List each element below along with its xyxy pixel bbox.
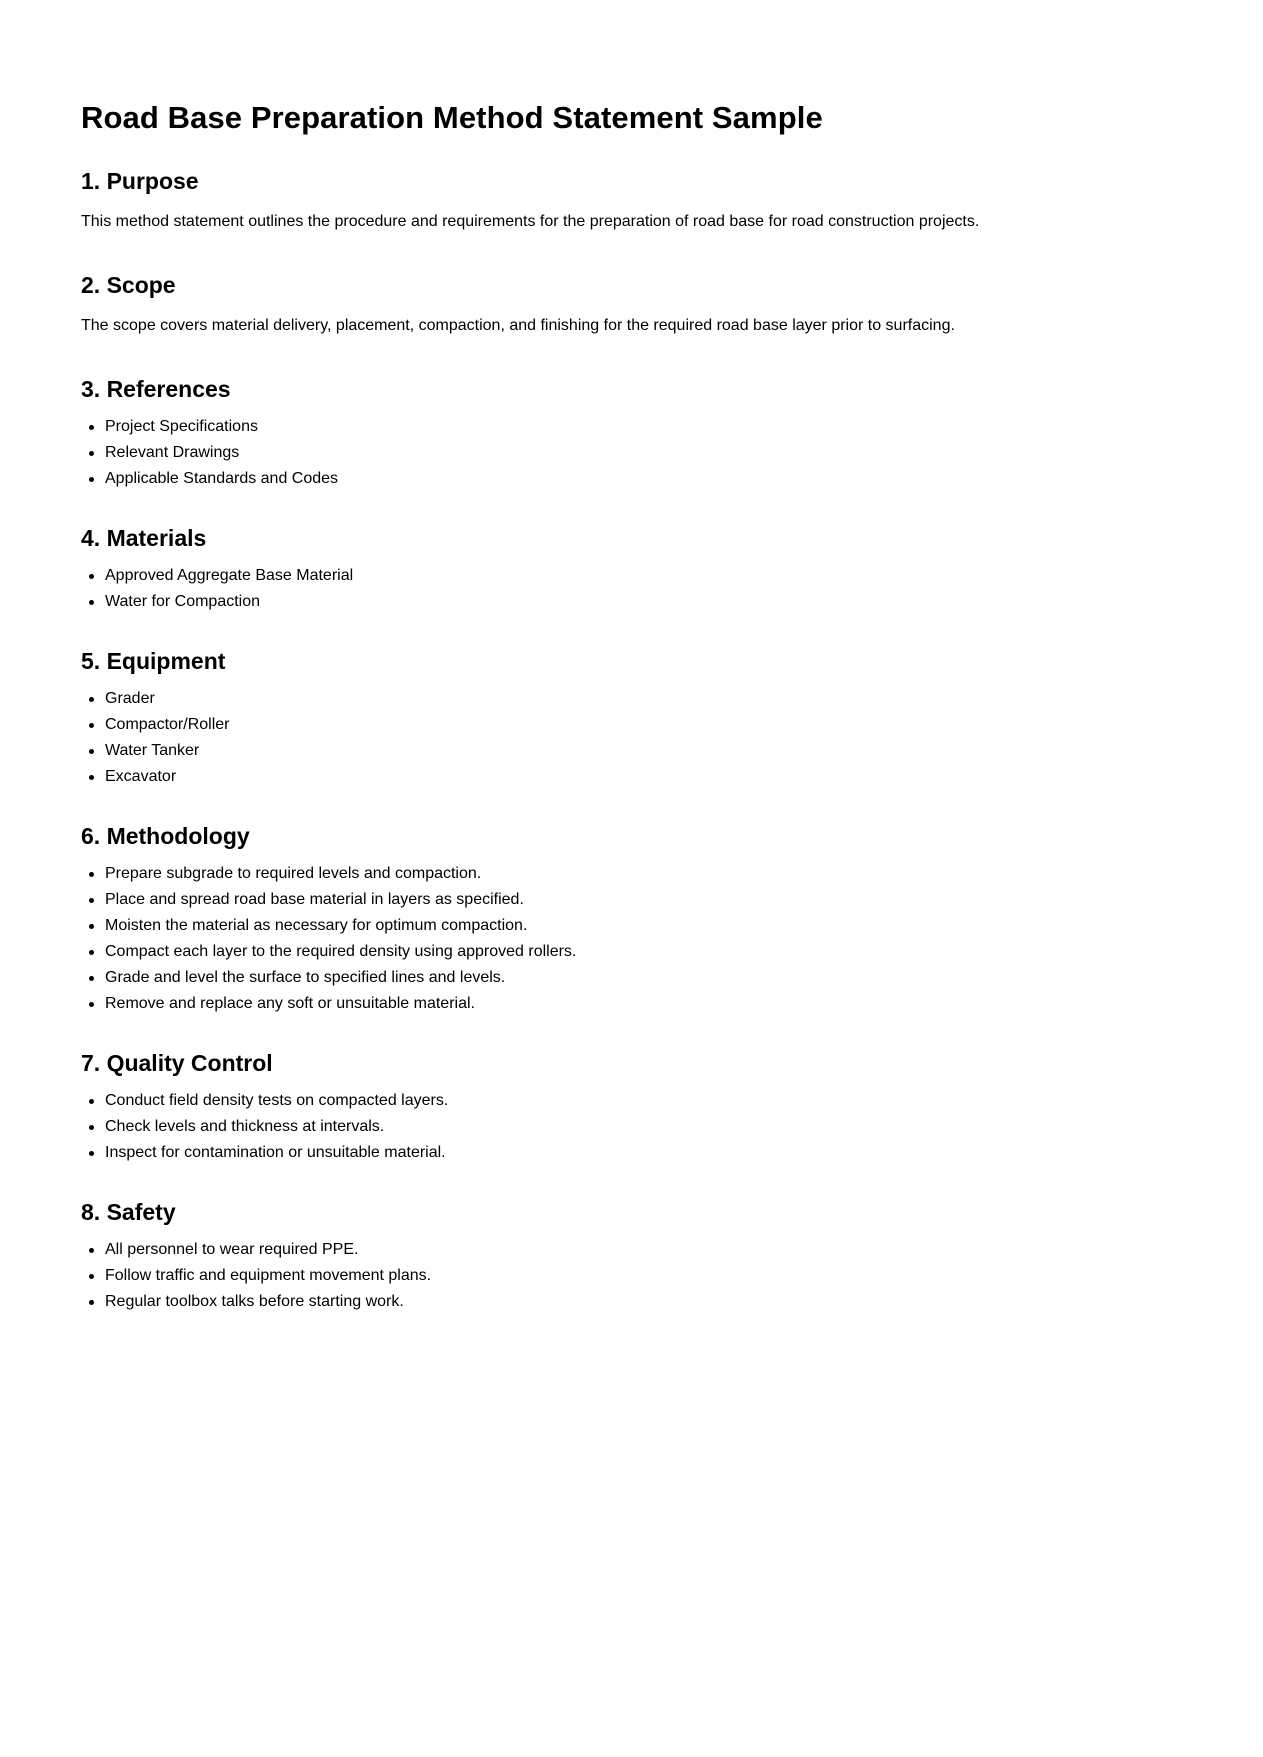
list-item: Compact each layer to the required density using approved rollers. bbox=[105, 939, 1181, 965]
bullet-icon bbox=[89, 574, 94, 579]
equipment-list bbox=[81, 686, 1181, 790]
bullet-icon bbox=[89, 697, 94, 702]
bullet-icon bbox=[89, 1300, 94, 1305]
section-methodology bbox=[81, 819, 1181, 1017]
bullet-icon bbox=[89, 1248, 94, 1253]
list-item: Remove and replace any soft or unsuitable material. bbox=[105, 991, 1181, 1017]
list-item: Place and spread road base material in layers as specified. bbox=[105, 887, 1181, 913]
section-heading: 2. Scope bbox=[81, 272, 176, 298]
bullet-icon bbox=[89, 1274, 94, 1279]
section-scope bbox=[81, 268, 1181, 339]
section-quality-control bbox=[81, 1046, 1181, 1166]
quality-control-list bbox=[81, 1088, 1181, 1166]
bullet-icon bbox=[89, 723, 94, 728]
bullet-icon bbox=[89, 1002, 94, 1007]
list-item: Project Specifications bbox=[105, 414, 1181, 440]
section-equipment bbox=[81, 644, 1181, 790]
bullet-icon bbox=[89, 451, 94, 456]
list-item: Compactor/Roller bbox=[105, 712, 1181, 738]
section-heading: 4. Materials bbox=[81, 525, 207, 551]
section-heading: 8. Safety bbox=[81, 1199, 176, 1225]
list-item: Relevant Drawings bbox=[105, 440, 1181, 466]
list-item: Check levels and thickness at intervals. bbox=[105, 1114, 1181, 1140]
bullet-icon bbox=[89, 775, 94, 780]
bullet-icon bbox=[89, 425, 94, 430]
bullet-icon bbox=[89, 950, 94, 955]
document-title: Road Base Preparation Method Statement Sample bbox=[81, 100, 823, 135]
list-item: Follow traffic and equipment movement plans. bbox=[105, 1263, 1181, 1289]
section-heading: 1. Purpose bbox=[81, 168, 199, 194]
materials-list bbox=[81, 563, 1181, 615]
safety-list bbox=[81, 1237, 1181, 1315]
section-references bbox=[81, 372, 1181, 492]
bullet-icon bbox=[89, 872, 94, 877]
bullet-icon bbox=[89, 1125, 94, 1130]
bullet-icon bbox=[89, 749, 94, 754]
section-heading: 7. Quality Control bbox=[81, 1050, 273, 1076]
bullet-icon bbox=[89, 477, 94, 482]
list-item: Inspect for contamination or unsuitable material. bbox=[105, 1140, 1181, 1166]
section-safety bbox=[81, 1195, 1181, 1315]
list-item: Regular toolbox talks before starting work. bbox=[105, 1289, 1181, 1315]
section-heading: 6. Methodology bbox=[81, 823, 250, 849]
methodology-list bbox=[81, 861, 1181, 1017]
list-item: Applicable Standards and Codes bbox=[105, 466, 1181, 492]
list-item: Grade and level the surface to specified lines and levels. bbox=[105, 965, 1181, 991]
section-heading: 3. References bbox=[81, 376, 231, 402]
bullet-icon bbox=[89, 898, 94, 903]
list-item: Water for Compaction bbox=[105, 589, 1181, 615]
document-page bbox=[81, 94, 1181, 1344]
section-text: The scope covers material delivery, placement, compaction, and finishing for the required road base layer prior to surfacing. bbox=[81, 317, 955, 334]
list-item: Conduct field density tests on compacted layers. bbox=[105, 1088, 1181, 1114]
bullet-icon bbox=[89, 1151, 94, 1156]
list-item: All personnel to wear required PPE. bbox=[105, 1237, 1181, 1263]
list-item: Water Tanker bbox=[105, 738, 1181, 764]
bullet-icon bbox=[89, 924, 94, 929]
section-materials bbox=[81, 521, 1181, 615]
list-item: Prepare subgrade to required levels and compaction. bbox=[105, 861, 1181, 887]
bullet-icon bbox=[89, 1099, 94, 1104]
bullet-icon bbox=[89, 976, 94, 981]
list-item: Excavator bbox=[105, 764, 1181, 790]
section-text: This method statement outlines the procedure and requirements for the preparation of road base for road construction projects. bbox=[81, 213, 980, 230]
references-list bbox=[81, 414, 1181, 492]
section-purpose bbox=[81, 164, 1181, 235]
list-item: Approved Aggregate Base Material bbox=[105, 563, 1181, 589]
bullet-icon bbox=[89, 600, 94, 605]
section-heading: 5. Equipment bbox=[81, 648, 226, 674]
list-item: Grader bbox=[105, 686, 1181, 712]
list-item: Moisten the material as necessary for optimum compaction. bbox=[105, 913, 1181, 939]
